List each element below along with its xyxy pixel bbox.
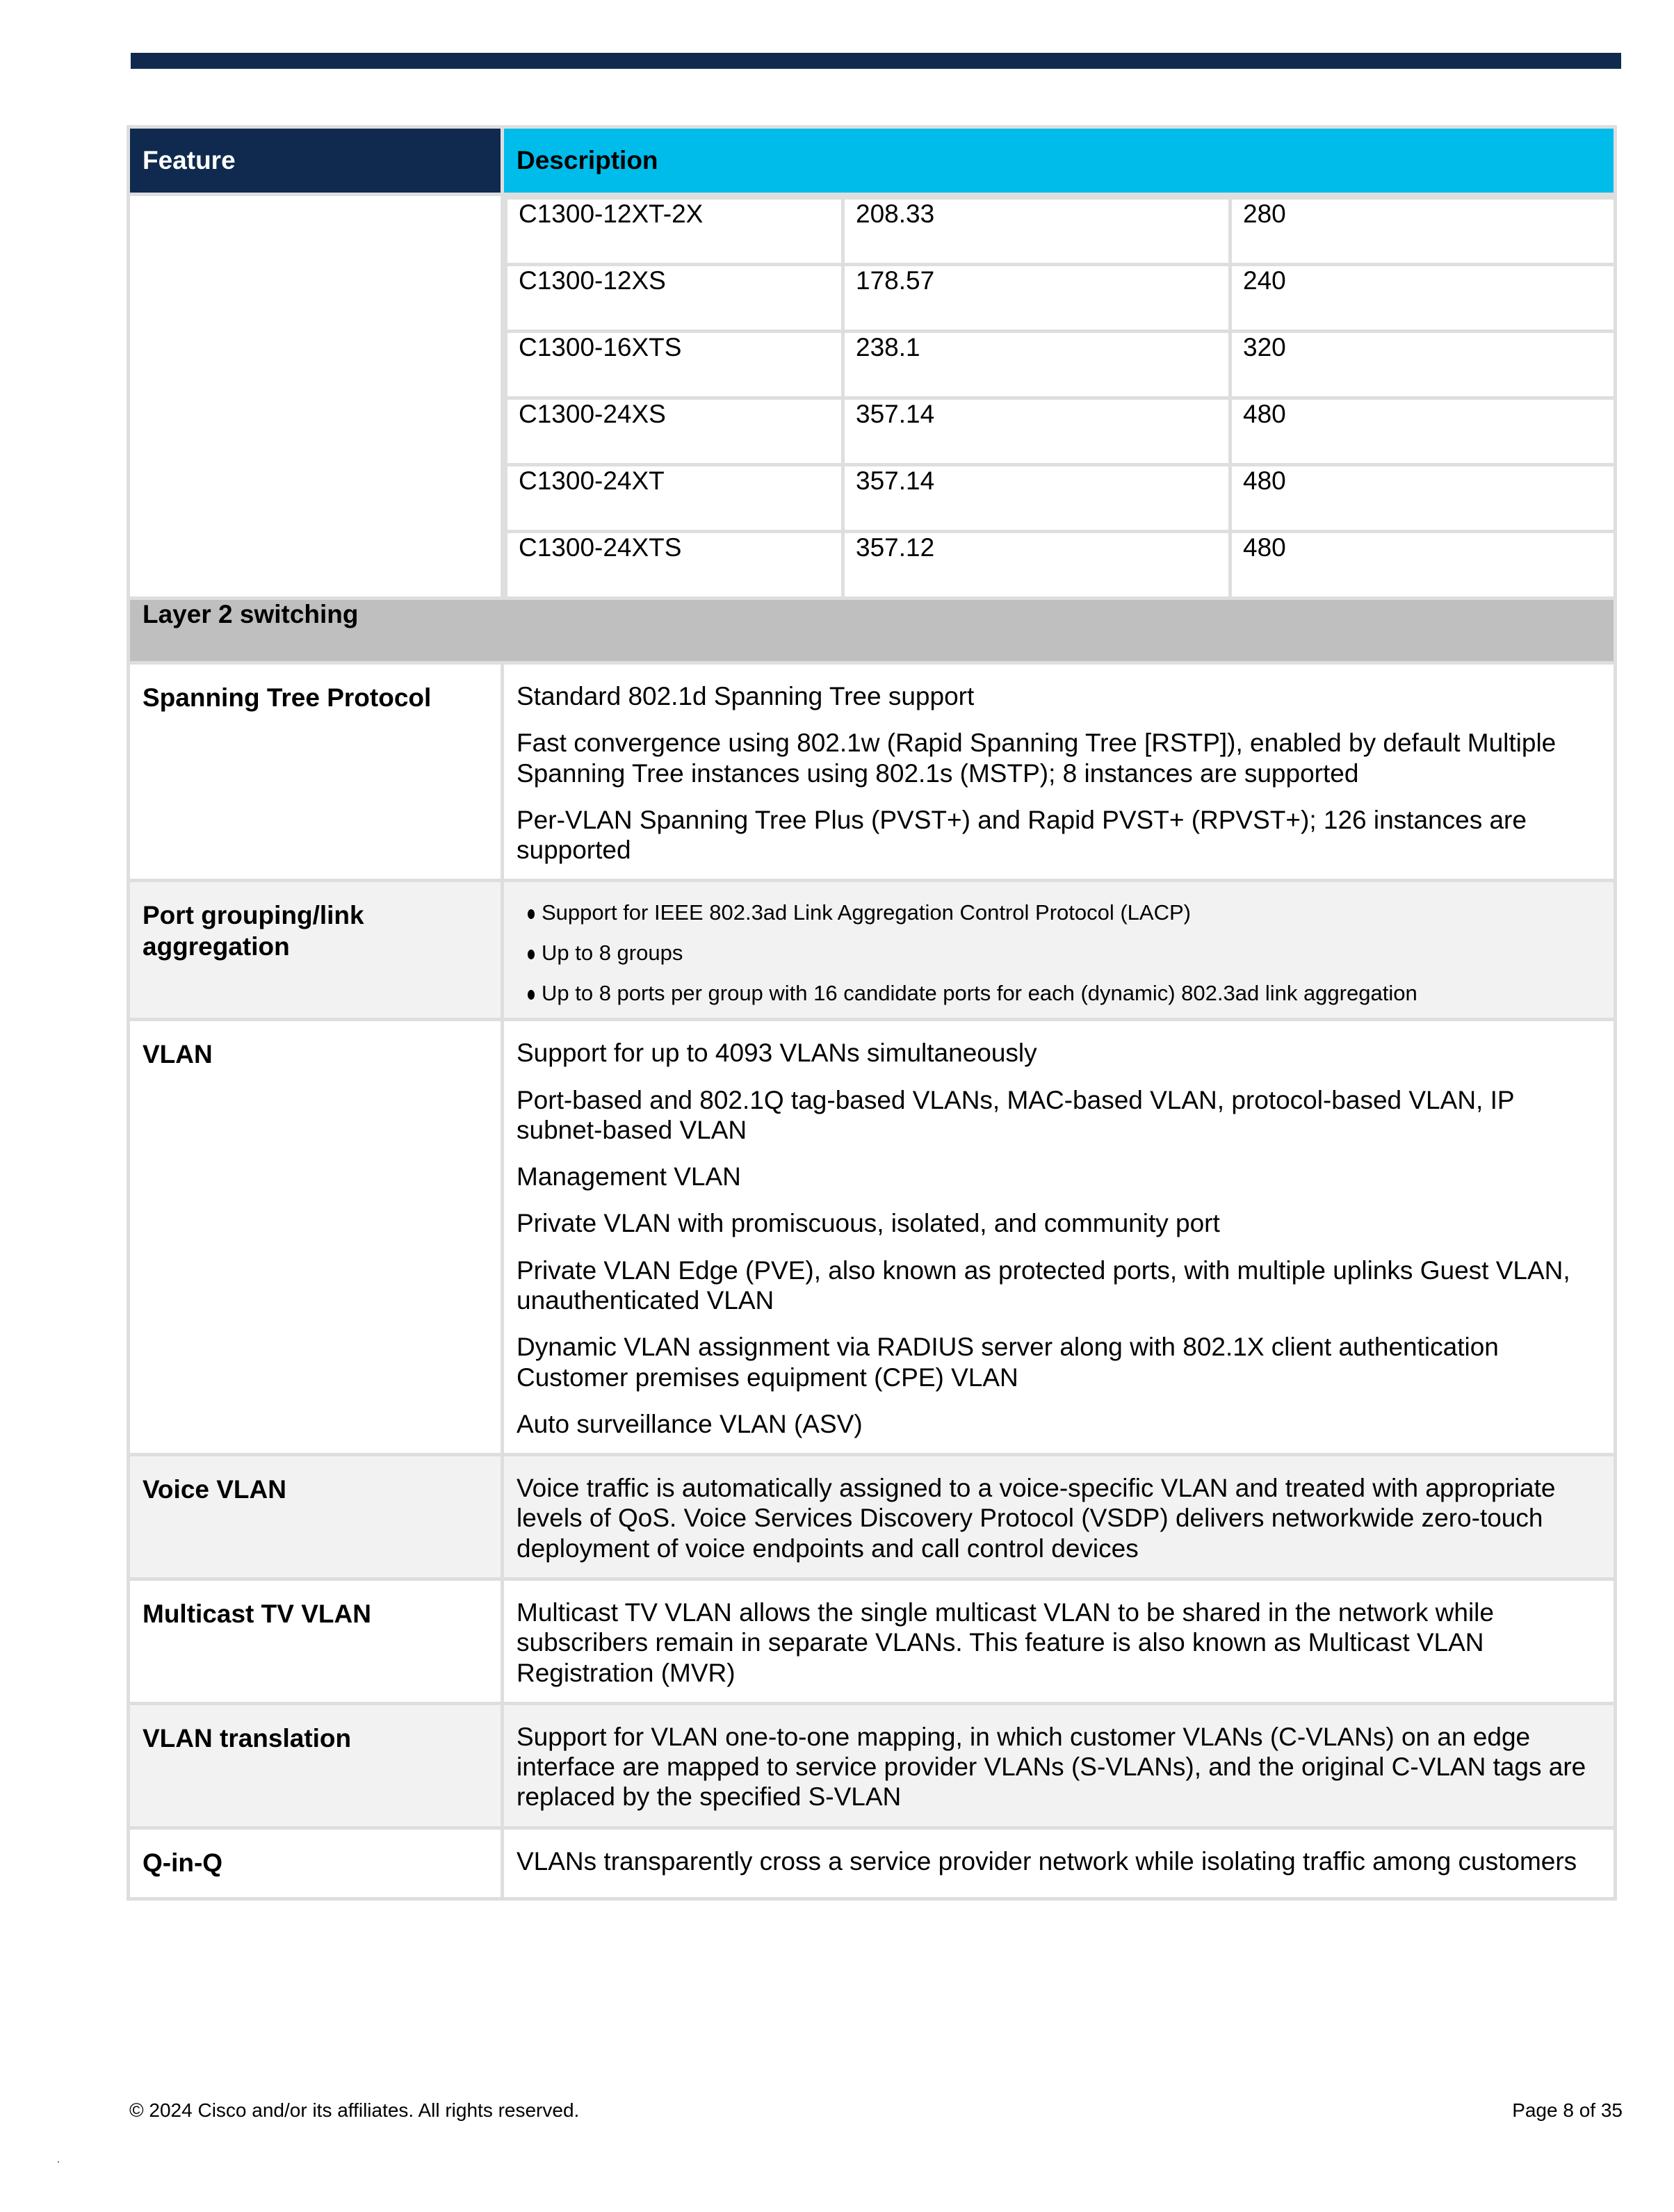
feature-row-q-in-q (129, 1828, 1616, 1898)
model-value-b: 480 (1230, 532, 1614, 597)
description-paragraph: Management VLAN (517, 1162, 741, 1192)
feature-name: Port grouping/link aggregation (129, 881, 503, 1020)
power-models-row (129, 195, 1616, 599)
table-header-row (129, 127, 1616, 195)
feature-description (503, 1828, 1616, 1898)
model-value-b: 240 (1230, 265, 1614, 332)
bullet-icon (528, 950, 535, 959)
model-value-a: 238.1 (843, 332, 1230, 398)
bullet-item (528, 981, 1601, 1006)
model-value-a: 178.57 (843, 265, 1230, 332)
description-paragraph: Standard 802.1d Spanning Tree support (517, 682, 975, 710)
table-row (506, 198, 1614, 265)
feature-row-voice-vlan (129, 1455, 1616, 1579)
model-name: C1300-16XTS (506, 332, 843, 398)
bullet-list (528, 900, 1601, 1005)
model-value-a: 357.12 (843, 532, 1230, 597)
feature-name: Multicast TV VLAN (129, 1579, 503, 1703)
description-paragraph: Per-VLAN Spanning Tree Plus (PVST+) and Rapid PVST+ (RPVST+); 126 instances are supported (517, 805, 1527, 865)
description-paragraph: Support for VLAN one-to-one mapping, in which customer VLANs (C-VLANs) on an edge interface are mapped to service provider VLANs (S-VLANs), and the original C-VLAN tags are replaced by the specified S-VLAN (517, 1722, 1586, 1812)
model-value-b: 320 (1230, 332, 1614, 398)
feature-description (503, 663, 1616, 881)
feature-table (127, 125, 1617, 1901)
bullet-icon (528, 909, 535, 919)
feature-row-vlan-translation (129, 1703, 1616, 1828)
model-value-a: 357.14 (843, 398, 1230, 465)
description-paragraph: Private VLAN Edge (PVE), also known as protected ports, with multiple uplinks Guest VLAN, unauthenticated VLAN (517, 1255, 1570, 1315)
footer-copyright: © 2024 Cisco and/or its affiliates. All rights reserved. (129, 2099, 580, 2121)
model-value-b: 480 (1230, 398, 1614, 465)
feature-description (503, 881, 1616, 1020)
description-paragraph: VLANs transparently cross a service provider network while isolating traffic among customers (517, 1846, 1577, 1876)
model-name: C1300-12XS (506, 265, 843, 332)
section-heading: Layer 2 switching (129, 599, 1616, 663)
feature-row-multicast-tv-vlan (129, 1579, 1616, 1703)
model-name: C1300-24XS (506, 398, 843, 465)
bullet-item (528, 941, 1601, 966)
feature-name: VLAN (129, 1020, 503, 1455)
table-row (506, 532, 1614, 597)
bullet-icon (528, 990, 535, 1000)
feature-description (503, 1703, 1616, 1828)
feature-row-vlan (129, 1020, 1616, 1455)
description-paragraph: Port-based and 802.1Q tag-based VLANs, MAC-based VLAN, protocol-based VLAN, IP subnet-based VLAN (517, 1085, 1514, 1144)
power-models-subtable (504, 196, 1614, 596)
scan-speck (58, 2161, 59, 2163)
description-paragraph: Support for up to 4093 VLANs simultaneously (517, 1039, 1037, 1068)
model-name: C1300-24XTS (506, 532, 843, 597)
header-description: Description (503, 127, 1616, 195)
feature-name: VLAN translation (129, 1703, 503, 1828)
power-models-cell (503, 195, 1616, 599)
feature-description (503, 1020, 1616, 1455)
table-row (506, 265, 1614, 332)
feature-name: Q-in-Q (129, 1828, 503, 1898)
bullet-text: Up to 8 groups (542, 941, 683, 966)
header-bar (131, 53, 1621, 69)
table-row (506, 332, 1614, 398)
description-paragraph: Multicast TV VLAN allows the single multicast VLAN to be shared in the network while subscribers remain in separate VLANs. This feature is also known as Multicast VLAN Registration (MVR) (517, 1597, 1494, 1687)
power-models-feature-cell (129, 195, 503, 599)
feature-description (503, 1579, 1616, 1703)
description-paragraph: Fast convergence using 802.1w (Rapid Spanning Tree [RSTP]), enabled by default Multiple Spanning Tree instances using 802.1s (MSTP); 8 instances are supported (517, 729, 1557, 788)
model-value-a: 208.33 (843, 198, 1230, 265)
model-value-a: 357.14 (843, 465, 1230, 532)
feature-description (503, 1455, 1616, 1579)
table-row (506, 465, 1614, 532)
footer-page-number: Page 8 of 35 (1512, 2099, 1623, 2121)
table-row (506, 398, 1614, 465)
bullet-item (528, 900, 1601, 925)
bullet-text: Up to 8 ports per group with 16 candidate ports for each (dynamic) 802.3ad link aggregation (542, 980, 1417, 1005)
description-paragraph: Auto surveillance VLAN (ASV) (517, 1409, 863, 1438)
description-paragraph: Dynamic VLAN assignment via RADIUS server along with 802.1X client authentication Customer premises equipment (CPE) VLAN (517, 1333, 1499, 1392)
feature-row-spanning-tree (129, 663, 1616, 881)
model-name: C1300-12XT-2X (506, 198, 843, 265)
model-name: C1300-24XT (506, 465, 843, 532)
description-paragraph: Voice traffic is automatically assigned to a voice-specific VLAN and treated with appropriate levels of QoS. Voice Services Discovery Protocol (VSDP) delivers networkwide zero-touch deployment of voice endpoints and call control devices (517, 1474, 1556, 1563)
feature-name: Spanning Tree Protocol (129, 663, 503, 881)
model-value-b: 480 (1230, 465, 1614, 532)
model-value-b: 280 (1230, 198, 1614, 265)
bullet-text: Support for IEEE 802.3ad Link Aggregation Control Protocol (LACP) (542, 900, 1191, 925)
section-row (129, 599, 1616, 663)
feature-row-port-grouping (129, 881, 1616, 1020)
header-feature: Feature (129, 127, 503, 195)
description-paragraph: Private VLAN with promiscuous, isolated, and community port (517, 1209, 1220, 1238)
feature-name: Voice VLAN (129, 1455, 503, 1579)
